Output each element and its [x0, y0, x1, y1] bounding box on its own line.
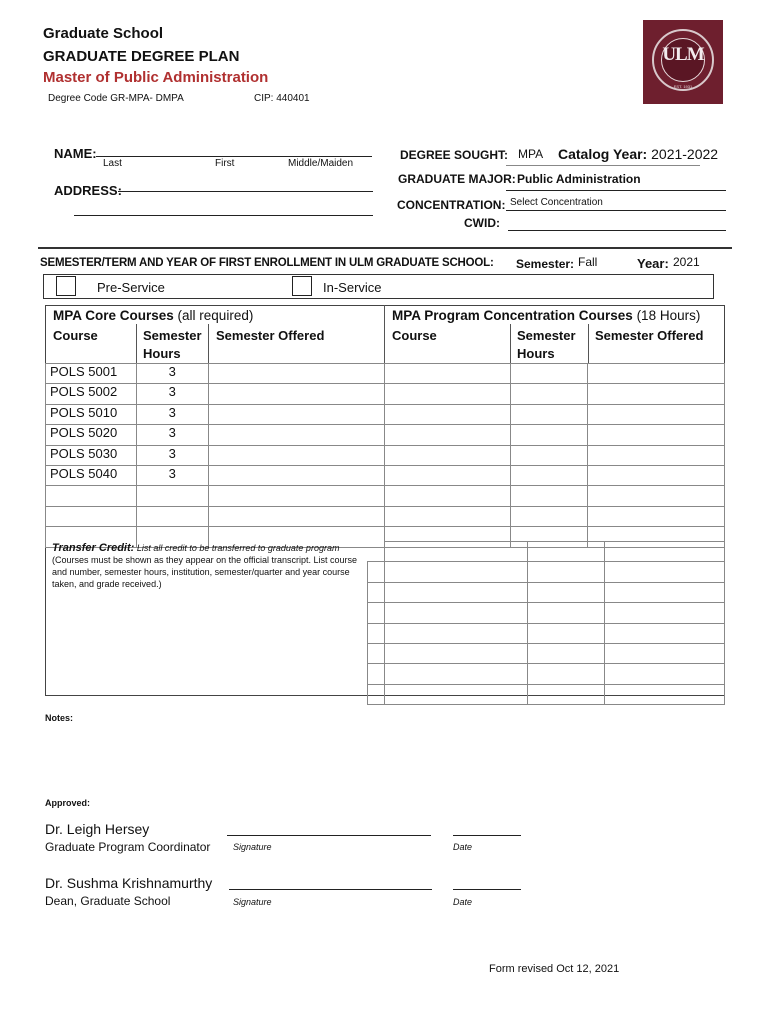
conc-course-cell[interactable] — [385, 465, 511, 485]
table-row — [46, 486, 385, 506]
transfer-gutter-cell — [368, 582, 385, 602]
conc-hours-cell[interactable] — [510, 364, 588, 384]
transfer-desc: List all credit to be transferred to graduate program — [136, 543, 340, 553]
transfer-course-cell[interactable] — [384, 664, 527, 684]
transfer-hours-cell[interactable] — [527, 643, 605, 663]
conc-course-cell[interactable] — [385, 384, 511, 404]
table-row — [368, 582, 725, 602]
transfer-info-cell[interactable] — [605, 542, 725, 562]
transfer-course-cell[interactable] — [384, 684, 527, 704]
transfer-hours-cell[interactable] — [527, 603, 605, 623]
core-col-hours-2: Hours — [143, 346, 181, 361]
core-offered-cell[interactable] — [208, 364, 384, 384]
core-course-cell[interactable]: POLS 5001 — [46, 364, 137, 384]
conc-hours-cell[interactable] — [510, 425, 588, 445]
approved-label: Approved: — [45, 798, 90, 808]
signer-1-name: Dr. Leigh Hersey — [45, 821, 150, 837]
core-title-text: MPA Core Courses — [53, 308, 174, 323]
major-input-line — [506, 190, 726, 191]
core-hours-cell[interactable]: 3 — [136, 425, 208, 445]
conc-hours-cell[interactable] — [510, 404, 588, 424]
section-divider — [38, 247, 732, 249]
transfer-gutter-cell — [368, 562, 385, 582]
signer-2-signature-label: Signature — [233, 897, 272, 907]
transfer-course-cell[interactable] — [384, 623, 527, 643]
year-label: Year: — [637, 256, 669, 271]
core-col-course: Course — [53, 328, 98, 343]
core-offered-cell[interactable] — [208, 486, 384, 506]
signer-2-title: Dean, Graduate School — [45, 894, 171, 908]
core-hours-cell[interactable] — [136, 486, 208, 506]
address-input-line-1[interactable] — [118, 191, 373, 192]
transfer-hours-cell[interactable] — [527, 623, 605, 643]
table-row — [368, 623, 725, 643]
transfer-note: (Courses must be shown as they appear on the official transcript. List course and number, semester hours, institution, semester/quarter and year course taken, and grade received.) — [52, 555, 357, 589]
concentration-input-line — [506, 210, 726, 211]
name-label: NAME: — [54, 146, 97, 161]
core-hours-cell[interactable]: 3 — [136, 364, 208, 384]
conc-col-hours-1: Semester — [517, 328, 576, 343]
core-header-sep-2 — [208, 324, 209, 364]
transfer-gutter-cell — [368, 684, 385, 704]
transfer-course-cell[interactable] — [384, 542, 527, 562]
transfer-info-cell[interactable] — [605, 664, 725, 684]
signer-1-signature-line[interactable] — [227, 835, 431, 836]
transfer-gutter-cell — [368, 603, 385, 623]
notes-label: Notes: — [45, 713, 74, 723]
semester-label: Semester: — [516, 257, 575, 271]
signer-1-title: Graduate Program Coordinator — [45, 840, 211, 854]
conc-title-text: MPA Program Concentration Courses — [392, 308, 633, 323]
ulm-logo — [643, 20, 723, 104]
cwid-input-line[interactable] — [508, 230, 726, 231]
transfer-course-cell[interactable] — [384, 603, 527, 623]
table-row — [46, 384, 385, 404]
signer-2-date-line[interactable] — [453, 889, 521, 890]
in-service-checkbox[interactable] — [292, 276, 312, 296]
core-offered-cell[interactable] — [208, 384, 384, 404]
table-row — [46, 445, 385, 465]
conc-title — [392, 308, 700, 323]
table-row — [385, 384, 725, 404]
table-row — [368, 684, 725, 704]
conc-offered-cell[interactable] — [588, 364, 725, 384]
core-course-cell[interactable]: POLS 5002 — [46, 384, 137, 404]
core-course-cell[interactable] — [46, 506, 137, 526]
conc-offered-cell[interactable] — [588, 445, 725, 465]
core-course-cell[interactable]: POLS 5010 — [46, 404, 137, 424]
major-label: GRADUATE MAJOR: — [398, 172, 516, 186]
transfer-hours-cell[interactable] — [527, 562, 605, 582]
signer-1-date-label: Date — [453, 842, 473, 852]
conc-offered-cell[interactable] — [588, 425, 725, 445]
table-row — [46, 404, 385, 424]
conc-hours-cell[interactable] — [510, 445, 588, 465]
conc-col-hours-2: Hours — [517, 346, 555, 361]
conc-title-note: (18 Hours) — [636, 308, 701, 323]
transfer-info-cell[interactable] — [605, 623, 725, 643]
transfer-info-cell[interactable] — [605, 562, 725, 582]
concentration-label: CONCENTRATION: — [397, 198, 506, 212]
table-row — [368, 562, 725, 582]
degree-label: DEGREE SOUGHT: — [400, 148, 509, 162]
signer-2-date-label: Date — [453, 897, 473, 907]
cip-code: CIP: 440401 — [254, 93, 310, 104]
transfer-credit — [52, 542, 372, 590]
transfer-hours-cell[interactable] — [527, 582, 605, 602]
conc-table — [384, 363, 725, 548]
concentration-select[interactable]: Select Concentration — [510, 197, 603, 208]
pre-service-label: Pre-Service — [97, 280, 165, 295]
conc-offered-cell[interactable] — [588, 465, 725, 485]
major-value[interactable]: Public Administration — [517, 172, 641, 186]
signer-2-signature-line[interactable] — [229, 889, 432, 890]
core-offered-cell[interactable] — [208, 506, 384, 526]
logo-monogram: ULM — [662, 44, 704, 65]
core-table — [45, 363, 385, 548]
transfer-course-cell[interactable] — [384, 582, 527, 602]
core-hours-cell[interactable]: 3 — [136, 465, 208, 485]
table-row — [368, 664, 725, 684]
core-header-sep-1 — [136, 324, 137, 364]
core-course-cell[interactable] — [46, 486, 137, 506]
table-row — [385, 404, 725, 424]
conc-hours-cell[interactable] — [510, 384, 588, 404]
table-row — [46, 425, 385, 445]
conc-header-sep-2 — [588, 324, 589, 364]
name-input-line[interactable] — [96, 156, 372, 157]
conc-course-cell[interactable] — [385, 486, 511, 506]
transfer-course-cell[interactable] — [384, 562, 527, 582]
catalog-value[interactable]: 2021-2022 — [651, 146, 719, 162]
pre-service-checkbox[interactable] — [56, 276, 76, 296]
core-offered-cell[interactable] — [208, 465, 384, 485]
core-course-cell[interactable]: POLS 5040 — [46, 465, 137, 485]
table-row — [368, 603, 725, 623]
program-title: Master of Public Administration — [43, 69, 269, 86]
core-course-cell[interactable]: POLS 5020 — [46, 425, 137, 445]
degree-value[interactable]: MPA — [518, 147, 544, 161]
core-hours-cell[interactable]: 3 — [136, 384, 208, 404]
transfer-gutter-cell — [368, 664, 385, 684]
signer-1-date-line[interactable] — [453, 835, 521, 836]
address-label: ADDRESS: — [54, 183, 122, 198]
core-hours-cell[interactable]: 3 — [136, 404, 208, 424]
table-row — [385, 506, 725, 526]
conc-course-cell[interactable] — [385, 445, 511, 465]
transfer-gutter-cell — [368, 542, 385, 562]
conc-offered-cell[interactable] — [588, 506, 725, 526]
core-offered-cell[interactable] — [208, 445, 384, 465]
conc-col-course: Course — [392, 328, 437, 343]
semester-value[interactable]: Fall — [578, 255, 598, 269]
table-row — [46, 506, 385, 526]
core-title — [53, 308, 253, 323]
core-col-offered: Semester Offered — [216, 328, 325, 343]
transfer-table — [367, 541, 725, 705]
catalog-label: Catalog Year: — [558, 146, 648, 162]
transfer-hours-cell[interactable] — [527, 664, 605, 684]
first-label: First — [215, 158, 235, 169]
form-revised: Form revised Oct 12, 2021 — [489, 963, 620, 975]
address-input-line-2[interactable] — [74, 215, 373, 216]
middle-label: Middle/Maiden — [288, 158, 354, 169]
catalog-year — [558, 146, 718, 162]
signer-2-name: Dr. Sushma Krishnamurthy — [45, 875, 213, 891]
enrollment-label: SEMESTER/TERM AND YEAR OF FIRST ENROLLMENT IN ULM GRADUATE SCHOOL: — [40, 257, 494, 269]
cwid-label: CWID: — [464, 216, 500, 230]
conc-hours-cell[interactable] — [510, 486, 588, 506]
conc-course-cell[interactable] — [385, 404, 511, 424]
conc-hours-cell[interactable] — [510, 465, 588, 485]
core-course-cell[interactable]: POLS 5030 — [46, 445, 137, 465]
plan-title: GRADUATE DEGREE PLAN — [43, 48, 240, 65]
table-row — [385, 465, 725, 485]
core-hours-cell[interactable]: 3 — [136, 445, 208, 465]
transfer-info-cell[interactable] — [605, 603, 725, 623]
core-col-hours-1: Semester — [143, 328, 202, 343]
transfer-gutter-cell — [368, 623, 385, 643]
table-row — [385, 364, 725, 384]
transfer-info-cell[interactable] — [605, 684, 725, 704]
conc-course-cell[interactable] — [385, 364, 511, 384]
year-value[interactable]: 2021 — [673, 255, 700, 269]
last-label: Last — [103, 158, 122, 169]
core-hours-cell[interactable] — [136, 506, 208, 526]
conc-course-cell[interactable] — [385, 425, 511, 445]
conc-course-cell[interactable] — [385, 506, 511, 526]
conc-offered-cell[interactable] — [588, 486, 725, 506]
school-title: Graduate School — [43, 25, 164, 42]
transfer-info-cell[interactable] — [605, 582, 725, 602]
degree-code: Degree Code GR-MPA- DMPA — [48, 93, 184, 104]
conc-offered-cell[interactable] — [588, 384, 725, 404]
transfer-hours-cell[interactable] — [527, 684, 605, 704]
table-row — [385, 425, 725, 445]
transfer-gutter-cell — [368, 643, 385, 663]
table-row — [46, 364, 385, 384]
conc-header-sep-1 — [510, 324, 511, 364]
core-title-note: (all required) — [177, 308, 254, 323]
conc-offered-cell[interactable] — [588, 404, 725, 424]
table-row — [368, 643, 725, 663]
conc-col-offered: Semester Offered — [595, 328, 704, 343]
table-row — [385, 445, 725, 465]
transfer-label: Transfer Credit: — [52, 542, 135, 554]
transfer-course-cell[interactable] — [384, 643, 527, 663]
in-service-label: In-Service — [323, 280, 382, 295]
core-offered-cell[interactable] — [208, 404, 384, 424]
degree-input-line — [506, 165, 700, 166]
core-offered-cell[interactable] — [208, 425, 384, 445]
transfer-info-cell[interactable] — [605, 643, 725, 663]
conc-hours-cell[interactable] — [510, 506, 588, 526]
table-row — [46, 465, 385, 485]
table-row — [385, 486, 725, 506]
logo-est: EST. 1931 — [673, 84, 693, 89]
transfer-hours-cell[interactable] — [527, 542, 605, 562]
signer-1-signature-label: Signature — [233, 842, 272, 852]
table-row — [368, 542, 725, 562]
